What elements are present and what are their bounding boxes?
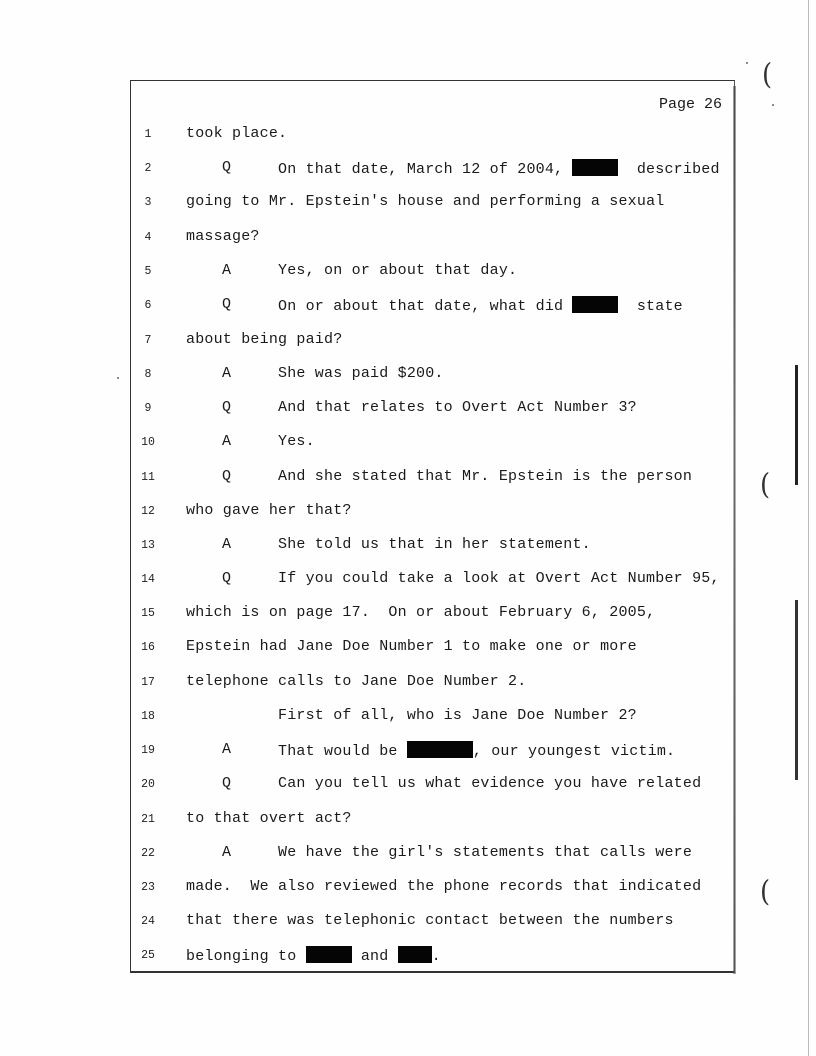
speaker-label: Q [222,296,232,313]
transcript-line [131,433,734,453]
line-text-part: and [360,948,389,965]
speaker-label: A [222,536,232,553]
transcript-line [131,228,734,248]
speaker-label: Q [222,159,232,176]
scan-speck [746,62,748,64]
line-number: 6 [144,299,152,312]
line-text-part: described [636,161,720,178]
line-number: 13 [141,539,155,552]
transcript-line [131,296,734,316]
speaker-label: A [222,262,232,279]
line-text: And that relates to Overt Act Number 3? [278,399,637,416]
transcript-line [131,570,734,590]
redaction-box [306,946,352,963]
line-number: 8 [144,368,152,381]
scan-speck [117,377,119,379]
line-number: 5 [144,265,152,278]
line-text: telephone calls to Jane Doe Number 2. [186,673,527,690]
line-number: 16 [141,641,155,654]
transcript-line [131,673,734,693]
line-number: 9 [144,402,152,415]
line-text [278,159,720,178]
line-text [278,741,675,760]
margin-paren-mark: ( [762,58,773,92]
transcript-line [131,125,734,145]
line-text-part: That would be [278,743,398,760]
transcript-line [131,536,734,556]
speaker-label: Q [222,399,232,416]
binding-bar [795,365,798,485]
transcript-line [131,262,734,282]
line-number: 22 [141,847,155,860]
line-number: 1 [144,128,152,141]
line-number: 12 [141,505,155,518]
line-text: massage? [186,228,260,245]
line-text: Can you tell us what evidence you have related [278,775,702,792]
speaker-label: Q [222,775,232,792]
line-text [186,946,441,965]
transcript-line [131,331,734,351]
line-text-part: , our youngest victim. [472,743,676,760]
line-text: took place. [186,125,288,142]
scan-edge-line [808,0,809,1056]
redaction-box [572,296,618,313]
line-text-part: On that date, March 12 of 2004, [278,161,564,178]
line-text: If you could take a look at Overt Act Number 95, [278,570,720,587]
line-text: to that overt act? [186,810,352,827]
speaker-label: Q [222,570,232,587]
line-text: She was paid $200. [278,365,444,382]
transcript-frame [130,80,735,973]
page-number: Page 26 [658,96,722,113]
transcript-line [131,502,734,522]
margin-paren-mark: ( [760,468,771,502]
transcript-line [131,638,734,658]
line-number: 17 [141,676,155,689]
speaker-label: A [222,844,232,861]
line-number: 15 [141,607,155,620]
line-number: 7 [144,334,152,347]
redaction-box [407,741,473,758]
line-text: that there was telephonic contact between the numbers [186,912,674,929]
line-text-part: state [636,298,683,315]
redaction-box [398,946,432,963]
line-number: 21 [141,813,155,826]
transcript-line [131,604,734,624]
line-text: Yes, on or about that day. [278,262,518,279]
transcript-line [131,365,734,385]
line-text-part: . [431,948,441,965]
speaker-label: Q [222,468,232,485]
transcript-line [131,946,734,966]
line-text: She told us that in her statement. [278,536,591,553]
line-text-part: belonging to [186,948,297,965]
transcript-line [131,810,734,830]
transcript-line [131,844,734,864]
line-text [278,296,683,315]
transcript-line [131,912,734,932]
line-number: 10 [141,436,155,449]
line-number: 3 [144,196,152,209]
line-number: 23 [141,881,155,894]
line-text: about being paid? [186,331,343,348]
transcript-line [131,707,734,727]
line-text: made. We also reviewed the phone records that indicated [186,878,702,895]
margin-paren-mark: ( [760,875,771,909]
line-number: 25 [141,949,155,962]
line-text: We have the girl's statements that calls were [278,844,693,861]
line-number: 4 [144,231,152,244]
transcript-line [131,741,734,761]
line-number: 20 [141,778,155,791]
scan-speck [772,104,774,106]
line-number: 19 [141,744,155,757]
transcript-line [131,878,734,898]
line-text: going to Mr. Epstein's house and performing a sexual [186,193,665,210]
transcript-line [131,399,734,419]
line-number: 2 [144,162,152,175]
frame-edge-shadow [733,86,736,974]
transcript-line [131,159,734,179]
line-text: And she stated that Mr. Epstein is the person [278,468,693,485]
line-number: 24 [141,915,155,928]
line-text: which is on page 17. On or about February 6, 2005, [186,604,656,621]
line-number: 18 [141,710,155,723]
line-text: Yes. [278,433,315,450]
line-number: 14 [141,573,155,586]
line-text-part: On or about that date, what did [278,298,564,315]
line-text: Epstein had Jane Doe Number 1 to make one or more [186,638,637,655]
transcript-line [131,468,734,488]
redaction-box [572,159,618,176]
speaker-label: A [222,365,232,382]
line-text: First of all, who is Jane Doe Number 2? [278,707,637,724]
line-text: who gave her that? [186,502,352,519]
binding-bar [795,600,798,780]
transcript-line [131,775,734,795]
transcript-line [131,193,734,213]
speaker-label: A [222,433,232,450]
speaker-label: A [222,741,232,758]
line-number: 11 [141,471,155,484]
